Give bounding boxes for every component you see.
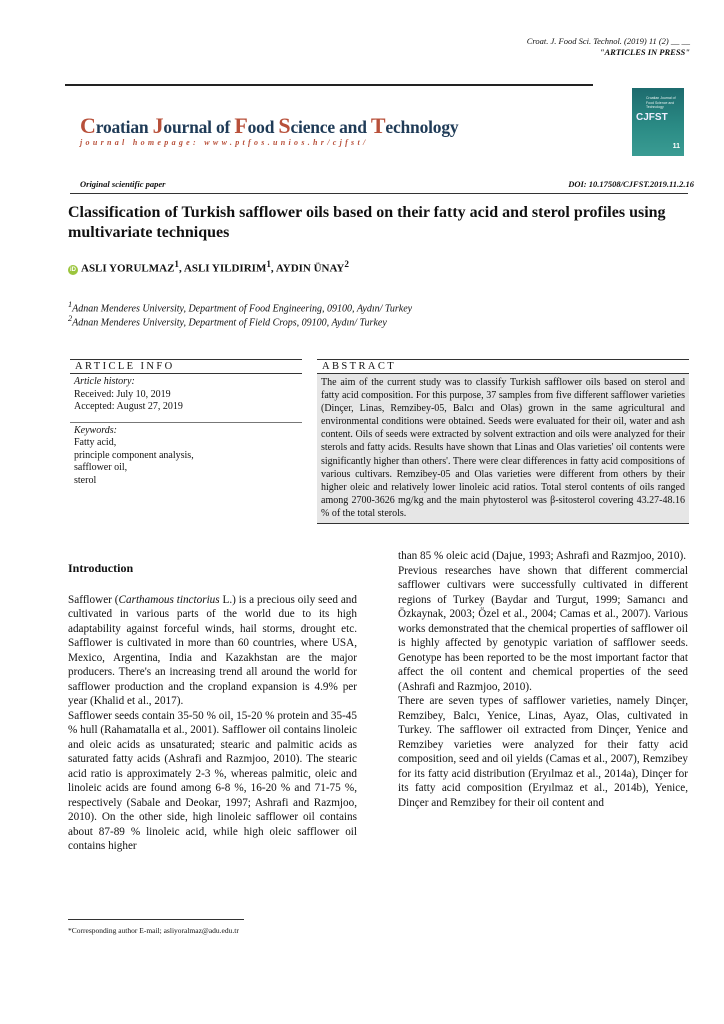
keyword: sterol: [74, 474, 97, 486]
accepted-date: Accepted: August 27, 2019: [74, 401, 183, 412]
cover-logo-main: CJ: [636, 112, 649, 123]
cover-logo-sub: FST: [648, 112, 668, 123]
keywords-block: [70, 423, 302, 488]
body-column-right: [398, 549, 688, 810]
footnote-rule: [68, 919, 244, 920]
abstract-heading: ABSTRACT: [322, 361, 397, 372]
author-name: ASLI YORULMAZ: [81, 262, 175, 275]
affiliation-text: Adnan Menderes University, Department of Food Engineering, 09100, Aydın/ Turkey: [72, 303, 413, 315]
cover-title: Croatian Journal of Food Science and Technology: [646, 96, 676, 109]
body-paragraph: [68, 593, 357, 709]
species-name: Carthamous tinctorius: [118, 593, 220, 606]
journal-title-part: T: [370, 113, 386, 138]
journal-title-part: roatian: [95, 117, 153, 137]
section-heading-introduction: Introduction: [68, 561, 134, 575]
header-rule: [65, 84, 593, 86]
author-affil-sup: 1: [266, 259, 271, 269]
keyword: principle component analysis,: [74, 449, 194, 461]
paper-type: Original scientific paper: [80, 179, 166, 189]
cover-volume: 11: [672, 143, 680, 150]
received-date: Received: July 10, 2019: [74, 388, 171, 400]
paragraph-text: Safflower (: [68, 593, 119, 606]
journal-title-part: echnology: [385, 117, 459, 137]
body-column-left: [68, 561, 357, 854]
running-status: "ARTICLES IN PRESS": [599, 47, 690, 57]
article-info-heading: ARTICLE INFO: [75, 361, 175, 372]
abstract-panel: [317, 359, 689, 524]
orcid-icon[interactable]: iD: [70, 266, 76, 273]
affiliation: [68, 314, 387, 328]
meta-rule: [70, 193, 688, 194]
corresponding-author-footnote: *Corresponding author E-mail; asliyoralmaz@adu.edu.tr: [68, 926, 239, 935]
article-info-panel: [70, 359, 302, 487]
author-affil-sup: 2: [344, 259, 349, 269]
paper-title: Classification of Turkish safflower oils based on their fatty acid and sterol profiles using multivariate techniques: [68, 204, 666, 241]
body-paragraph: Safflower seeds contain 35-50 % oil, 15-20 % protein and 35-45 % hull (Rahamatalla et al., 2001). Safflower oil contains linoleic and oleic acids as unsaturated; stearic and palmitic acids as saturated fatty acids (Ashrafi and Razmjoo, 2010). The stearic acid ratio is approximately 2-3 %, whereas palmitic, oleic and linoleic acids are found among 6-8 %, 16-20 % and 71-75 %, respectively (Sabale and Deokar, 1997; Ashrafi and Razmjoo, 2010). On the other side, high linoleic safflower oil contains about 87-89 % linoleic acid, while high oleic safflower oil contains higher: [68, 709, 357, 852]
keywords-label: Keywords:: [74, 424, 117, 436]
affiliation-sup: 1: [68, 300, 73, 309]
author-name: ASLI YILDIRIM: [183, 262, 267, 275]
doi-link[interactable]: DOI: 10.17508/CJFST.2019.11.2.16: [568, 179, 694, 189]
abstract-text: The aim of the current study was to classify Turkish safflower oils based on sterol and fatty acid composition. For this purpose, 37 samples from five different safflower varieties (Dinçer, Linas, Remzibey-05, Balcı and Olas) grown in the same agricultural and environmental conditions were obtained. Seeds were evaluated for their oil, water and ash content. Oils of seeds were extracted by solvent extraction and oils were analyzed for their sterols and fatty acids. Results have shown that Linas and Olas varieties' oil contents were significantly higher than others'. There were clear differences in fatty acid compositions of various cultivars. Remzibey-05 and Olas varieties were different from others by their higher oleic and relatively lower linoleic acid ratios. Total sterol contents of oils ranged among 2700-3626 mg/kg and the main phytosterol was β-sitosterol covering 43.27-48.16 % of the total sterols.: [317, 374, 689, 523]
affiliation: [68, 300, 412, 314]
author-sep: ,: [270, 262, 276, 275]
journal-title-part: J: [152, 113, 164, 138]
author-list: [68, 259, 349, 275]
author-affil-sup: 1: [174, 259, 179, 269]
author-sep: ,: [179, 262, 184, 275]
journal-title-part: ood: [247, 117, 279, 137]
affiliation-sup: 2: [68, 314, 73, 323]
journal-title-part: ournal of: [163, 117, 235, 137]
cover-logo: [636, 108, 668, 123]
author-name: AYDIN ÜNAY: [275, 262, 345, 275]
paragraph-text: L.) is a precious oily seed and cultivated in various parts of the world due to its high adaptability against forceful winds, hail storms, drought etc. Safflower is cultivated in more than 60 countries, where USA, Mexico, Argentina, India and Kazakhstan are the major producers. There's an increasing trend all around the world for safflower production and the cropland expansion is 4.9% per year (Khalid et al., 2017).: [68, 593, 357, 707]
body-paragraph: Previous researches have shown that different commercial safflower cultivars were successfully cultivated in different regions of Turkey (Baydar and Turgut, 1999; Samancı and Özkaynak, 2003; Özel et al., 2004; Camas et al., 2007). Various works demonstrated that the chemical properties of safflower oil is highly affected by genotypic variation of safflower seeds. Genotype has been reported to be the most important factor that affect the oil content and chemical properties of the seed (Ashrafi and Razmjoo, 2010).: [398, 564, 688, 693]
running-header: [527, 36, 690, 58]
body-paragraph: than 85 % oleic acid (Dajue, 1993; Ashrafi and Razmjoo, 2010).: [398, 550, 687, 562]
running-citation: Croat. J. Food Sci. Technol. (2019) 11 (2) __ __: [526, 36, 690, 46]
journal-cover-image: [632, 88, 684, 156]
keyword: safflower oil,: [74, 462, 128, 473]
divider: [317, 523, 689, 524]
journal-title-part: C: [80, 113, 96, 138]
affiliation-text: Adnan Menderes University, Department of Field Crops, 09100, Aydın/ Turkey: [72, 317, 387, 329]
journal-title-part: F: [234, 113, 248, 138]
keyword: Fatty acid,: [74, 437, 117, 448]
journal-title-part: S: [278, 113, 291, 138]
body-paragraph: There are seven types of safflower varieties, namely Dinçer, Remzibey, Balcı, Yenice, Linas, Ayaz, Olas, cultivated in Turkey. The safflower oil extracted from Dinçer, Yenice and Remzibey varieties were analyzed for their fatty acid composition, seed and oil yields (Camas et al., 2007), Remzibey for its fatty acid distribution (Eryılmaz et al., 2014a), Dinçer for its fatty acid composition (Eryılmaz et al., 2014b), Yenice, Dinçer and Remzibey for their oil content and: [398, 695, 688, 809]
article-history: [70, 374, 302, 414]
history-label: Article history:: [74, 376, 135, 387]
journal-homepage-link[interactable]: journal homepage: www.ptfos.unios.hr/cjfst/: [80, 138, 369, 147]
journal-title: [80, 113, 458, 139]
journal-title-part: cience and: [290, 117, 371, 137]
